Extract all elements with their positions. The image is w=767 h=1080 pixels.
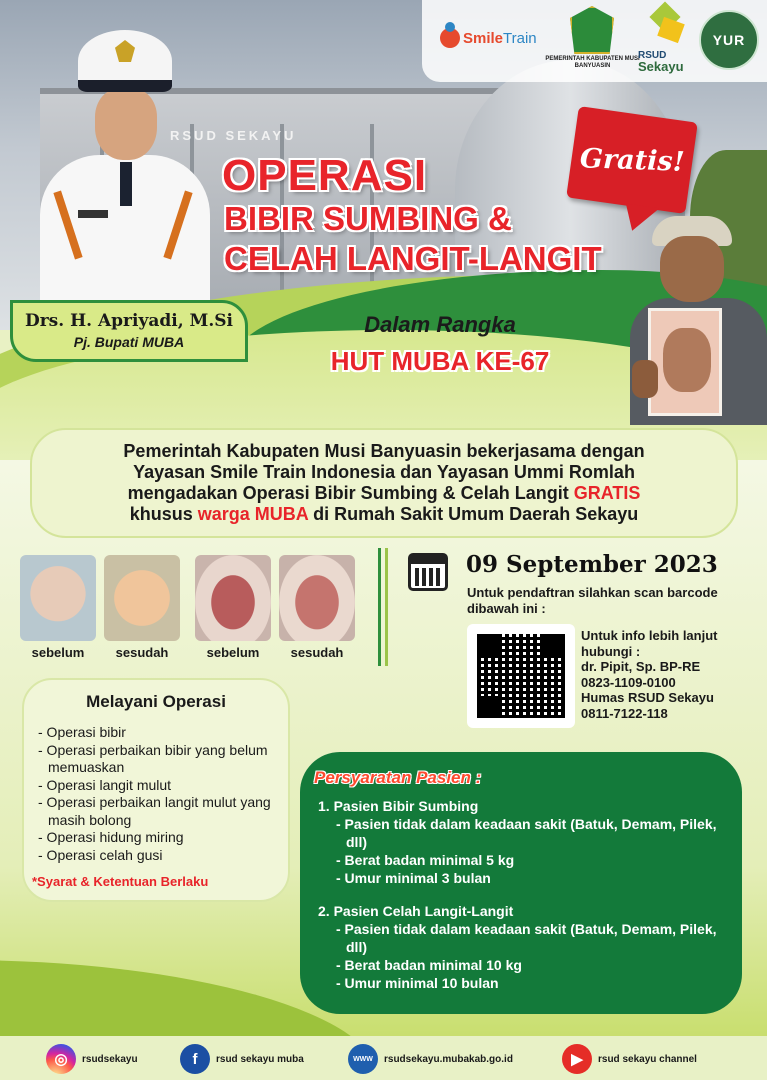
muba-logo-text: PEMERINTAH KABUPATEN MUSI BANYUASIN (545, 56, 640, 69)
youtube-link[interactable] (562, 1044, 697, 1074)
contact-name: Humas RSUD Sekayu (581, 690, 714, 705)
intro-line: Yayasan Smile Train Indonesia dan Yayasan Ummi Romlah (133, 462, 635, 482)
intro-line: Pemerintah Kabupaten Musi Banyuasin bekerjasama dengan (123, 441, 645, 461)
requirement-item: - Berat badan minimal 5 kg (336, 852, 515, 868)
service-item: - Operasi perbaikan langit mulut yang masih bolong (38, 794, 271, 828)
headline-line1: OPERASI (222, 151, 428, 200)
contact-phone: 0811-7122-118 (581, 705, 668, 721)
service-item: - Operasi hidung miring (38, 829, 184, 845)
photo-label: sesudah (115, 645, 169, 660)
rsud-sekayu-logo-text: RSUD Sekayu (638, 50, 684, 74)
occasion-event: HUT MUBA KE-67 (330, 346, 550, 376)
official-name-box (10, 300, 248, 362)
divider (378, 548, 381, 666)
yur-logo: YUR (699, 10, 759, 70)
gratis-text: Gratis! (579, 142, 685, 178)
youtube-icon: ▶ (562, 1044, 592, 1074)
services-list (36, 724, 291, 864)
terms-note: *Syarat & Ketentuan Berlaku (32, 874, 209, 889)
contact-line: Untuk info lebih lanjut (581, 628, 718, 643)
face (95, 88, 157, 160)
official-title: Pj. Bupati MUBA (73, 334, 185, 350)
requirement-item: - Berat badan minimal 10 kg (336, 957, 522, 973)
patient-hand (632, 360, 658, 398)
name-pin (78, 210, 108, 218)
before-lip-photo (20, 555, 96, 641)
service-item: - Operasi langit mulut (38, 776, 172, 793)
gratis-badge (566, 106, 698, 214)
requirement-item: - Pasien tidak dalam keadaan sakit (Batuk, Demam, Pilek, dll) (336, 816, 717, 850)
service-item: - Operasi bibir (38, 724, 126, 740)
smile-train-wordmark: SmileTrain (463, 29, 537, 47)
photo-label: sesudah (290, 645, 344, 660)
intro-line: khusus warga MUBA di Rumah Sakit Umum Daerah Sekayu (129, 504, 639, 524)
held-photo-face (663, 328, 711, 392)
divider (385, 548, 388, 666)
facebook-icon: f (180, 1044, 210, 1074)
patient-head (660, 236, 724, 302)
service-item: - Operasi celah gusi (38, 846, 163, 863)
requirements-box (300, 752, 742, 1014)
requirement-heading: 1. Pasien Bibir Sumbing (318, 798, 479, 814)
before-palate-photo (195, 555, 271, 641)
patient-photo (618, 210, 767, 425)
photo-label: sebelum (206, 645, 260, 660)
tie (120, 162, 132, 206)
official-portrait (40, 30, 210, 315)
contact-line: hubungi : (581, 643, 641, 659)
occasion (270, 312, 610, 377)
intro-line: mengadakan Operasi Bibir Sumbing & Celah Langit GRATIS (127, 483, 641, 503)
headline-line3: CELAH LANGIT-LANGIT (224, 240, 602, 277)
requirement-item: - Umur minimal 3 bulan (336, 870, 491, 886)
contact-phone: 0823-1109-0100 (581, 674, 676, 690)
requirements-title: Persyaratan Pasien : (314, 768, 482, 787)
instagram-handle: rsudsekayu (82, 1053, 138, 1065)
photo-label: sebelum (31, 645, 85, 660)
instagram-link[interactable] (46, 1044, 138, 1074)
contact-name: dr. Pipit, Sp. BP-RE (581, 659, 701, 674)
event-date: 09 September 2023 (466, 551, 718, 578)
facebook-handle: rsud sekayu muba (216, 1053, 304, 1065)
services-title: Melayani Operasi (86, 692, 226, 711)
official-name: Drs. H. Apriyadi, M.Si (24, 311, 234, 331)
requirement-item: - Pasien tidak dalam keadaan sakit (Batuk, Demam, Pilek, dll) (336, 921, 717, 955)
smile-train-mark-icon (440, 28, 460, 48)
globe-icon: WWW (348, 1044, 378, 1074)
headline-line2: BIBIR SUMBING & (224, 200, 512, 237)
youtube-channel: rsud sekayu channel (598, 1053, 697, 1065)
requirement-heading: 2. Pasien Celah Langit-Langit (318, 903, 514, 919)
after-lip-photo (104, 555, 180, 641)
requirement-item: - Umur minimal 10 bulan (336, 975, 499, 991)
website-url: rsudsekayu.mubakab.go.id (384, 1053, 513, 1065)
registration-qr-code[interactable] (467, 624, 575, 728)
rsud-sekayu-logo-icon (646, 6, 686, 44)
facebook-link[interactable] (180, 1044, 304, 1074)
after-palate-photo (279, 555, 355, 641)
occasion-prefix: Dalam Rangka (364, 312, 516, 337)
intro-box (30, 428, 738, 538)
smile-train-logo (440, 28, 537, 48)
qr-code-icon (477, 634, 565, 718)
calendar-icon (408, 553, 448, 591)
building-sign: RSUD SEKAYU (170, 128, 297, 143)
requirement-group (318, 797, 738, 887)
service-item: - Operasi perbaikan bibir yang belum memuaskan (38, 741, 268, 775)
contact-info (581, 628, 766, 721)
services-box (22, 678, 290, 902)
instagram-icon: ◎ (46, 1044, 76, 1074)
requirement-group (318, 902, 738, 992)
registration-note: Untuk pendaftran silahkan scan barcode dibawah ini : (467, 585, 718, 616)
website-link[interactable] (348, 1044, 513, 1074)
